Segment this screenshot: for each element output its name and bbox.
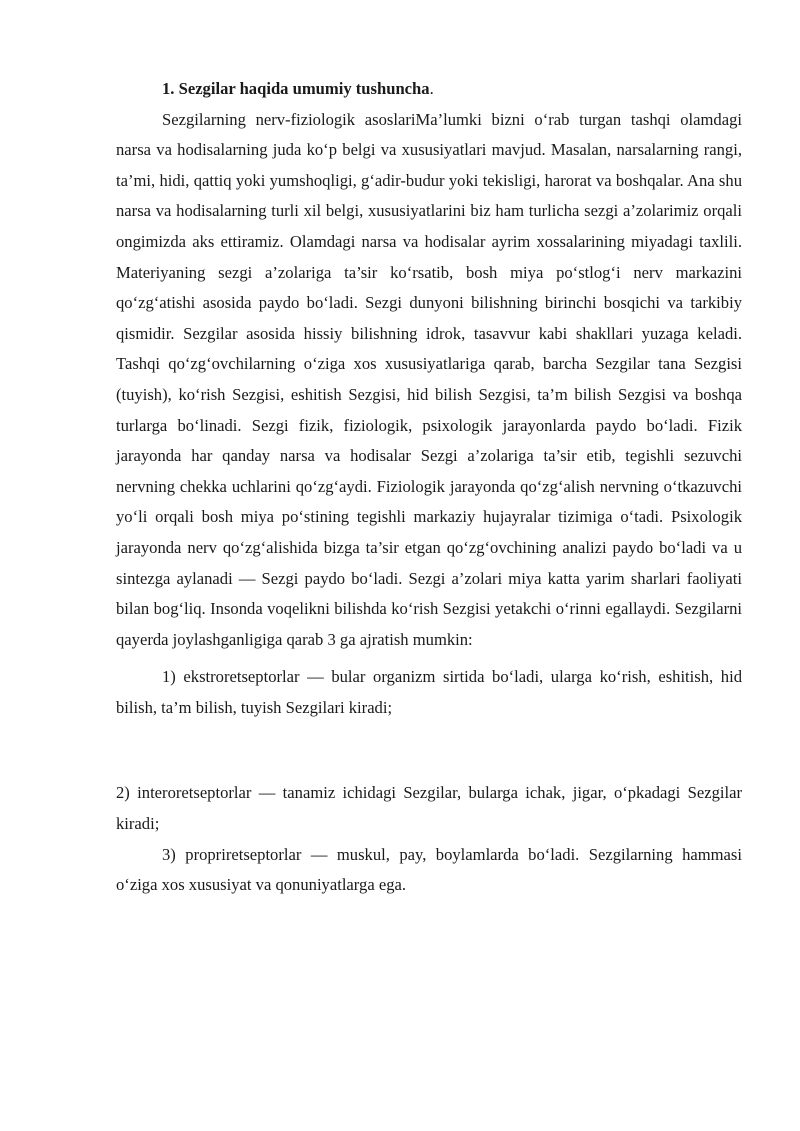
list-item-proprioceptors: 3) propriretseptorlar — muskul, pay, boylamlarda bo‘ladi. Sezgilarning hammasi o‘ziga xos xususiyat va qonuniyatlarga ega. xyxy=(116,844,742,895)
list-item-exteroceptors: 1) ekstroretseptorlar — bular organizm sirtida bo‘ladi, ularga ko‘rish, eshitish, hid bilish, ta’m bilish, tuyish Sezgilari kiradi; xyxy=(116,667,742,717)
section-heading xyxy=(116,74,742,105)
section-heading-title: 1. Sezgilar haqida umumiy tushuncha xyxy=(162,79,430,98)
document-body xyxy=(116,74,742,901)
list-item-interoceptors: 2) interoretseptorlar — tanamiz ichidagi Sezgilar, bularga ichak, jigar, o‘pkadagi Sezgilar kiradi; xyxy=(116,783,742,834)
paragraph-intro: Sezgilarning nerv-fiziologik asoslariMa’lumki bizni o‘rab turgan tashqi olamdagi narsa va hodisalarning juda ko‘p belgi va xususiyatlari mavjud. Masalan, narsalarning rangi, ta’mi, hidi, qattiq yoki yumshoqligi, g‘adir-budur yoki tekisligi, harorat va boshqalar. Ana shu narsa va hodisalarning turli xil belgi, xususiyatlarini biz ham turlicha sezgi a’zolarimiz orqali ongimizda aks ettiramiz. Olamdagi narsa va hodisalar ayrim xossalarining miyadagi taxlili. Materiyaning sezgi a’zolariga ta’sir ko‘rsatib, bosh miya po‘stlog‘i nerv markazini qo‘zg‘atishi asosida paydo bo‘ladi. Sezgi dunyoni bilishning birinchi bosqichi va tarkibiy qismidir. Sezgilar asosida hissiy bilishning idrok, tasavvur kabi shakllari yuzaga keladi. Tashqi qo‘zg‘ovchilarning o‘ziga xos xususiyatlariga qarab, barcha Sezgilar tana Sezgisi (tuyish), ko‘rish Sezgisi, eshitish Sezgisi, hid bilish Sezgisi, ta’m bilish Sezgisi va boshqa turlarga bo‘linadi. Sezgi fizik, fiziologik, psixologik jarayonlarda paydo bo‘ladi. Fizik jarayonda har qanday narsa va hodisalar Sezgi a’zolariga ta’sir etib, tegishli sezuvchi nervning chekka uchlarini qo‘zg‘aydi. Fiziologik jarayonda qo‘zg‘alish nervning o‘tkazuvchi yo‘li orqali bosh miya po‘stining tegishli markaziy hujayralar tizimiga o‘tadi. Psixologik jarayonda nerv qo‘zg‘alishida bizga ta’sir etgan qo‘zg‘ovchining analizi paydo bo‘ladi va u sintezga aylanadi — Sezgi paydo bo‘ladi. Sezgi a’zolari miya katta yarim sharlari faoliyati bilan bog‘liq. Insonda voqelikni bilishda ko‘rish Sezgisi yetakchi o‘rinni egallaydi. Sezgilarni qayerda joylashganligiga qarab 3 ga ajratish mumkin: xyxy=(116,109,742,649)
section-heading-period: . xyxy=(429,79,434,98)
